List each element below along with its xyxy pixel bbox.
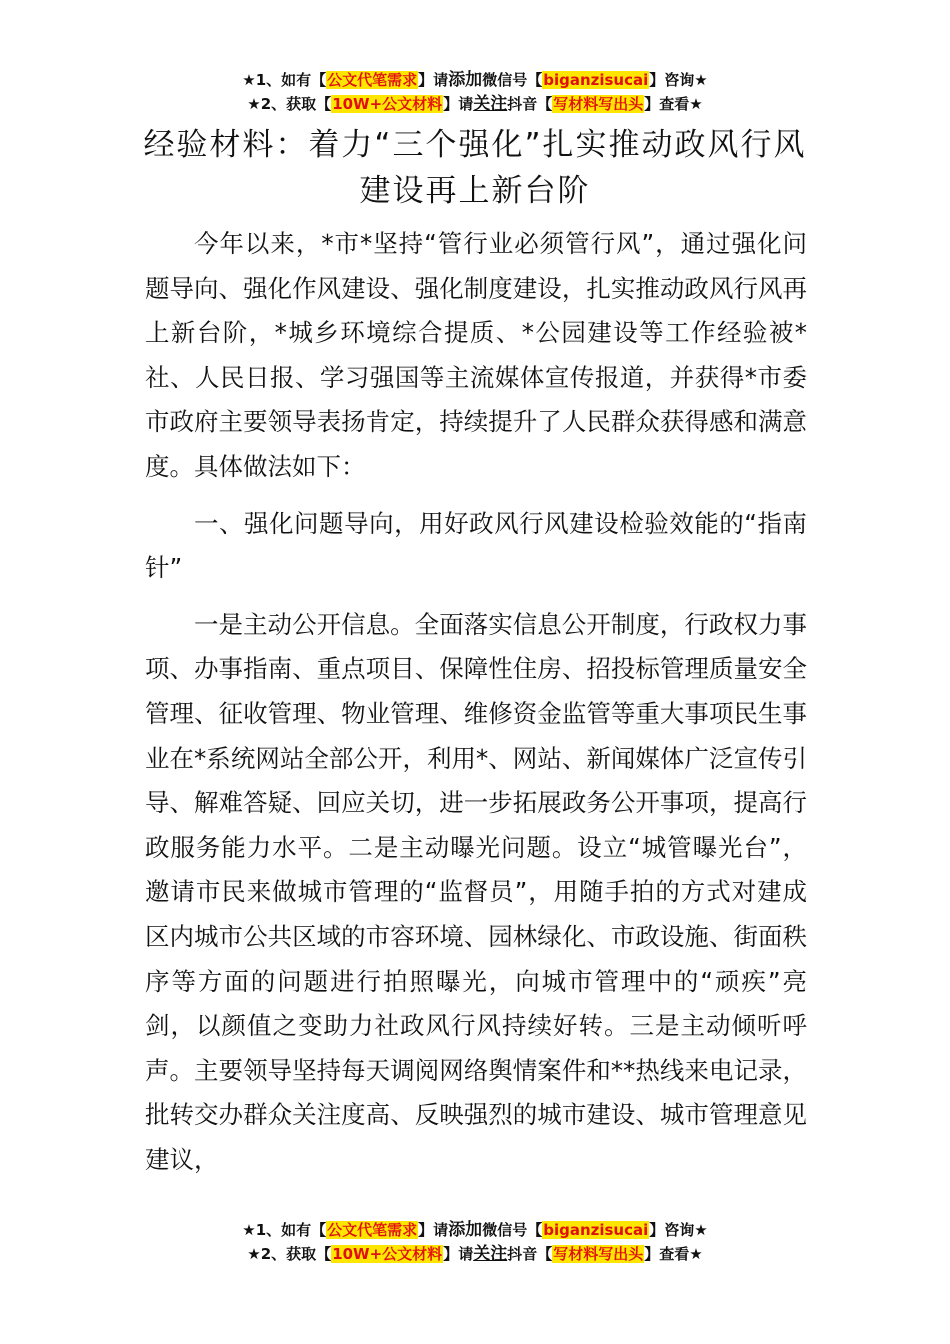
banner-text: 】请 xyxy=(418,1221,449,1239)
banner-text: 】请 xyxy=(443,1245,474,1263)
highlight-service: 公文代笔需求 xyxy=(327,1221,418,1239)
highlight-materials: 10W+公文材料 xyxy=(332,95,443,113)
banner-text: 微信号【 xyxy=(482,1221,543,1239)
banner-emphasis: 关注 xyxy=(473,1244,508,1264)
banner-text: 抖音【 xyxy=(507,1245,553,1263)
highlight-materials: 10W+公文材料 xyxy=(332,1245,443,1263)
banner-text: 】咨询★ xyxy=(649,1221,708,1239)
banner-line-2 xyxy=(0,1242,950,1266)
banner-text: 】请 xyxy=(443,95,474,113)
banner-emphasis: 关注 xyxy=(473,94,508,114)
banner-text: ★1、如有【 xyxy=(242,71,327,89)
intro-paragraph: 今年以来，*市*坚持“管行业必须管行风”，通过强化问题导向、强化作风建设、强化制度建设，扎实推动政风行风再上新台阶，*城乡环境综合提质、*公园建设等工作经验被*社、人民日报、学习强国等主流媒体宣传报道，并获得*市委市政府主要领导表扬肯定，持续提升了人民群众获得感和满意度。具体做法如下： xyxy=(145,229,807,481)
body-paragraph: 一是主动公开信息。全面落实信息公开制度，行政权力事项、办事指南、重点项目、保障性住房、招投标管理质量安全管理、征收管理、物业管理、维修资金监管等重大事项民生事业在*系统网站全部公开，利用*、网站、新闻媒体广泛宣传引导、解难答疑、回应关切，进一步拓展政务公开事项，提高行政服务能力水平。二是主动曝光问题。设立“城管曝光台”，邀请市民来做城市管理的“监督员”，用随手拍的方式对建成区内城市公共区域的市容环境、园林绿化、市政设施、街面秩序等方面的问题进行拍照曝光，向城市管理中的“顽疾”亮剑，以颜值之变助力社政风行风持续好转。三是主动倾听呼声。主要领导坚持每天调阅网络舆情案件和**热线来电记录，批转交办群众关注度高、反映强烈的城市建设、城市管理意见建议， xyxy=(145,609,807,1174)
banner-text: ★1、如有【 xyxy=(242,1221,327,1239)
banner-text: ★2、获取【 xyxy=(247,1245,332,1263)
banner-text: 】咨询★ xyxy=(649,71,708,89)
section-heading: 一、强化问题导向，用好政风行风建设检验效能的“指南针” xyxy=(145,508,807,583)
banner-emphasis: 添加 xyxy=(448,70,483,90)
banner-text: 微信号【 xyxy=(482,71,543,89)
banner-text: 】查看★ xyxy=(644,1245,703,1263)
banner-text: 】请 xyxy=(418,71,449,89)
highlight-service: 公文代笔需求 xyxy=(327,71,418,89)
banner-emphasis: 添加 xyxy=(448,1220,483,1240)
document-body xyxy=(145,222,807,1182)
highlight-wechat-id: biganzisucai xyxy=(543,1221,649,1239)
banner-text: 抖音【 xyxy=(507,95,553,113)
banner-text: ★2、获取【 xyxy=(247,95,332,113)
footer-banner xyxy=(0,1218,950,1266)
highlight-douyin-account: 写材料写出头 xyxy=(553,1245,644,1263)
document-title: 经验材料：着力“三个强化”扎实推动政风行风建设再上新台阶 xyxy=(143,127,807,209)
header-banner xyxy=(0,68,950,116)
highlight-douyin-account: 写材料写出头 xyxy=(553,95,644,113)
banner-line-2 xyxy=(0,92,950,116)
banner-line-1 xyxy=(0,68,950,92)
banner-line-1 xyxy=(0,1218,950,1242)
banner-text: 】查看★ xyxy=(644,95,703,113)
highlight-wechat-id: biganzisucai xyxy=(543,71,649,89)
